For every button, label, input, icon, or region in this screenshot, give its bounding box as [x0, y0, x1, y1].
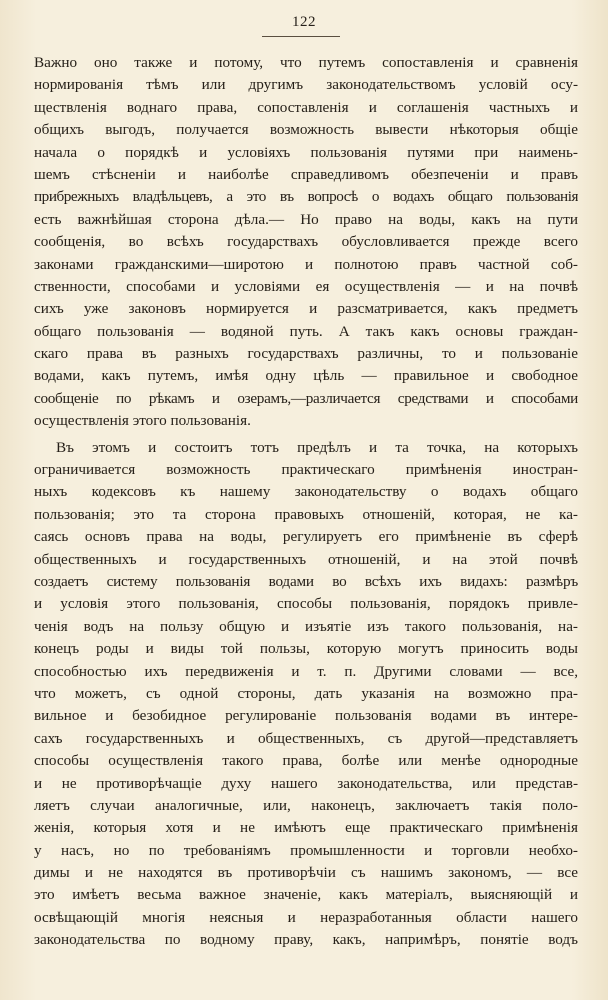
text-line: законодательства по водному праву, какъ, напримѣръ, понятіе водъ — [34, 931, 578, 949]
text-line: общихъ выгодъ, получается возможность вывести нѣкоторыя общіе — [34, 121, 578, 139]
text-line: нормированія тѣмъ или другимъ законодательствомъ условій осу- — [34, 76, 578, 94]
text-line: вильное и безобидное регулированіе пользованія водами въ интере- — [34, 707, 578, 725]
text-line: женія, которыя хотя и не имѣютъ еще практическаго примѣненія — [34, 819, 578, 837]
text-line: у насъ, но по требованіямъ промышленности и торговли необхо- — [34, 841, 578, 859]
text-line: пользованія; это та сторона правовыхъ отношеній, которая, не ка- — [34, 505, 578, 523]
text-line: ченія водъ на пользу общую и изъятіе изъ такого пользованія, на- — [34, 617, 578, 635]
text-line: и условія этого пользованія, способы пользованія, порядокъ привле- — [34, 595, 578, 613]
text-line: ществленія воднаго права, сопоставленія и соглашенія частныхъ и — [34, 98, 578, 116]
text-line: конецъ роды и виды той пользы, которую могутъ приносить воды — [34, 640, 578, 658]
text-line: способностью ихъ передвиженія и т. п. Другими словами — все, — [34, 662, 578, 680]
text-line: и не противорѣчащіе духу нашего законодательства, или представ- — [34, 774, 578, 792]
text-line: что можетъ, съ одной стороны, дать указанія на возможно пра- — [34, 684, 578, 702]
text-line: сахъ государственныхъ и общественныхъ, съ другой—представляетъ — [34, 729, 578, 747]
text-line: Въ этомъ и состоитъ тотъ предѣлъ и та точка, на которыхъ — [56, 438, 578, 456]
text-line: ограничивается возможность практическаго примѣненія иностран- — [34, 461, 578, 479]
page-number: 122 — [292, 14, 316, 30]
text-line: создаетъ систему пользованія водами во всѣхъ ихъ видахъ: размѣръ — [34, 572, 578, 590]
text-line: способы осуществленія такого права, болѣе или менѣе однородные — [34, 752, 578, 770]
text-line: шемъ стѣсненіи и наиболѣе справедливомъ обезпеченіи и правъ — [34, 165, 578, 183]
text-line: общественныхъ и государственныхъ отношеній, и на этой почвѣ — [34, 550, 578, 568]
text-line: начала о порядкѣ и условіяхъ пользованія путями при наимень- — [34, 143, 578, 161]
text-line: прибрежныхъ владѣльцевъ, а это въ вопросѣ о водахъ общаго пользованія — [34, 188, 578, 206]
text-line: сихъ уже законовъ нормируется и разсматривается, какъ предметъ — [34, 300, 578, 318]
text-line: Важно оно также и потому, что путемъ сопоставленія и сравненія — [34, 54, 578, 71]
text-line: законами гражданскими—широтою и полнотою правъ частной соб- — [34, 255, 578, 273]
text-line: ляетъ случаи аналогичные, или, наконецъ, заключаетъ такія поло- — [34, 796, 578, 814]
text-line: саясь основъ права на воды, регулируетъ его примѣненіе въ сферѣ — [34, 528, 578, 546]
text-line: это имѣетъ весьма важное значеніе, какъ матеріалъ, выясняющій и — [34, 886, 578, 904]
text-line: осуществленія этого пользованія. — [34, 412, 251, 430]
text-line: ныхъ кодексовъ къ нашему законодательству о водахъ общаго — [34, 483, 578, 501]
text-line: есть важнѣйшая сторона дѣла.— Но право на воды, какъ на пути — [34, 210, 578, 228]
page-number-rule — [262, 36, 340, 37]
text-line: ственности, способами и условіями ея осуществленія — и на почвѣ — [34, 277, 578, 295]
text-line: димы и не находятся въ противорѣчіи съ нашимъ закономъ, — все — [34, 864, 578, 882]
body-text — [34, 52, 578, 952]
text-line: сообщенія, во всѣхъ государствахъ обусловливается прежде всего — [34, 233, 578, 251]
text-line: общаго пользованія — водяной путь. А такъ какъ основы граждан- — [34, 322, 578, 340]
text-line: освѣщающій многія неясныя и неразработанныя области нашего — [34, 908, 578, 926]
paragraph-1 — [34, 52, 578, 433]
paragraph-2 — [34, 437, 578, 952]
text-line: сообщеніе по рѣкамъ и озерамъ,—различается средствами и способами — [34, 389, 578, 407]
text-line: скаго права въ разныхъ государствахъ различны, то и пользованіе — [34, 345, 578, 363]
text-line: водами, какъ путемъ, имѣя одну цѣль — правильное и свободное — [34, 367, 578, 385]
